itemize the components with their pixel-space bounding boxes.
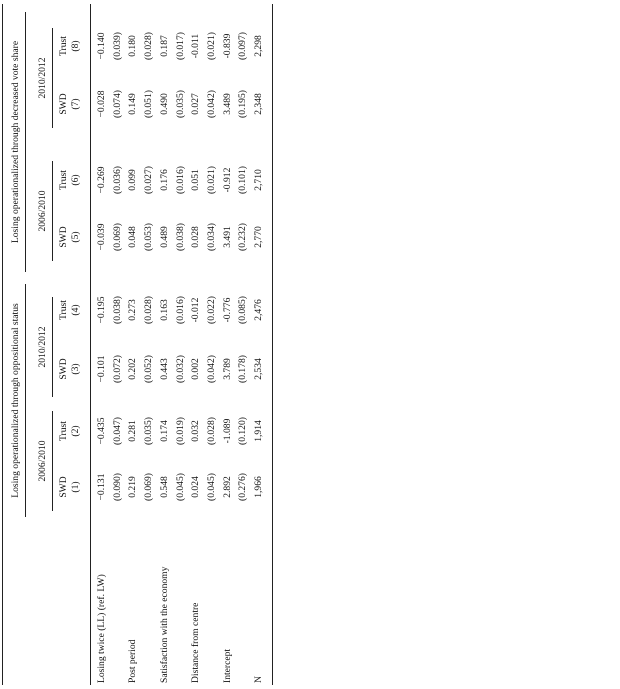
table-cell: 0.002 xyxy=(190,358,202,380)
top-rule xyxy=(2,4,3,685)
table-cell: (0.101) xyxy=(237,166,249,194)
header-bottom-rule xyxy=(90,4,91,685)
table-cell: (0.045) xyxy=(205,473,217,501)
period-label: 2010/2012 xyxy=(37,57,48,99)
table-cell: -0.912 xyxy=(221,167,233,193)
group1-title: Losing operationalized through oppositional status xyxy=(10,303,21,498)
table-cell: 1,914 xyxy=(253,420,264,442)
group1-underline xyxy=(25,284,26,517)
table-cell: −0.195 xyxy=(96,296,107,324)
table-cell: 0.032 xyxy=(190,420,202,442)
table-cell: (0.120) xyxy=(237,417,249,445)
table-cell: 2,476 xyxy=(253,299,264,321)
table-cell: (0.178) xyxy=(237,355,249,383)
table-cell: 0.028 xyxy=(190,226,202,248)
table-cell: 0.219 xyxy=(127,476,139,498)
table-cell: 0.187 xyxy=(158,35,170,57)
table-cell: 0.202 xyxy=(127,358,139,380)
group2-title: Losing operationalized through decreased vote share xyxy=(10,40,21,244)
table-cell: 2,534 xyxy=(253,358,264,380)
table-cell: -0.839 xyxy=(221,33,233,59)
table-cell: (0.019) xyxy=(174,417,186,445)
table-cell: (0.035) xyxy=(174,90,186,118)
table-cell: (0.052) xyxy=(143,355,155,383)
table-cell: 0.048 xyxy=(127,226,139,248)
table-cell: −0.101 xyxy=(96,355,107,383)
table-cell: 0.051 xyxy=(190,169,202,191)
table-cell: 0.443 xyxy=(158,358,170,380)
table-cell: −0.140 xyxy=(96,32,107,60)
column-header: Trust xyxy=(58,170,69,190)
column-number: (3) xyxy=(70,363,81,375)
table-cell: (0.042) xyxy=(205,90,217,118)
period-label: 2006/2010 xyxy=(37,190,48,232)
table-cell: (0.034) xyxy=(205,223,217,251)
column-header: SWD xyxy=(58,93,69,115)
table-cell: 0.281 xyxy=(127,420,139,442)
table-cell: 2.892 xyxy=(221,476,233,498)
table-cell: (0.090) xyxy=(111,473,123,501)
table-cell: −0.039 xyxy=(96,223,107,251)
table-cell: (0.047) xyxy=(111,417,123,445)
column-header: SWD xyxy=(58,226,69,248)
table-cell: 0.180 xyxy=(127,35,139,57)
table-cell: (0.042) xyxy=(205,355,217,383)
table-cell: (0.069) xyxy=(111,223,123,251)
table-cell: −0.435 xyxy=(96,417,107,445)
table-cell: (0.232) xyxy=(237,223,249,251)
table-cell: (0.027) xyxy=(143,166,155,194)
row-label: Satisfaction with the economy xyxy=(158,566,170,683)
table-cell: (0.035) xyxy=(143,417,155,445)
row-label: Distance from centre xyxy=(190,602,202,683)
table-cell: 0.099 xyxy=(127,169,139,191)
column-number: (1) xyxy=(70,481,81,493)
table-cell: (0.085) xyxy=(237,296,249,324)
table-cell: 0.027 xyxy=(190,93,202,115)
table-cell: 2,770 xyxy=(253,226,264,248)
column-number: (8) xyxy=(70,40,81,52)
table-cell: (0.039) xyxy=(111,32,123,60)
column-number: (7) xyxy=(70,98,81,110)
table-cell: -1.089 xyxy=(221,418,233,444)
table-cell: 2,710 xyxy=(253,169,264,191)
table-cell: (0.045) xyxy=(174,473,186,501)
table-cell: 2,298 xyxy=(253,35,264,57)
table-cell: -0.012 xyxy=(190,297,202,323)
regression-table-rotated xyxy=(0,0,280,689)
column-number: (6) xyxy=(70,174,81,186)
row-label: Losing twice (LL) (ref. LW) xyxy=(96,574,107,683)
table-cell: (0.097) xyxy=(237,32,249,60)
row-label: Intercept xyxy=(221,648,233,683)
column-header: Trust xyxy=(58,300,69,320)
table-cell: 3.489 xyxy=(221,93,233,115)
period-label: 2006/2010 xyxy=(37,440,48,482)
table-cell: (0.072) xyxy=(111,355,123,383)
table-cell: 0.174 xyxy=(158,420,170,442)
table-cell: 0.163 xyxy=(158,299,170,321)
column-header: SWD xyxy=(58,476,69,498)
bottom-rule xyxy=(272,4,273,685)
table-cell: −0.269 xyxy=(96,166,107,194)
table-cell: 0.273 xyxy=(127,299,139,321)
column-number: (5) xyxy=(70,231,81,243)
table-cell: (0.053) xyxy=(143,223,155,251)
table-cell: -0.776 xyxy=(221,297,233,323)
table-cell: (0.021) xyxy=(205,32,217,60)
table-cell: (0.038) xyxy=(174,223,186,251)
table-cell: 2,348 xyxy=(253,93,264,115)
period-label: 2010/2012 xyxy=(37,326,48,368)
table-cell: (0.017) xyxy=(174,32,186,60)
table-cell: (0.032) xyxy=(174,355,186,383)
table-cell: -0.011 xyxy=(190,33,202,59)
column-header: Trust xyxy=(58,421,69,441)
column-header: SWD xyxy=(58,358,69,380)
table-cell: 0.149 xyxy=(127,93,139,115)
table-cell: (0.021) xyxy=(205,166,217,194)
column-number: (2) xyxy=(70,425,81,437)
table-cell: (0.195) xyxy=(237,90,249,118)
table-cell: 1,966 xyxy=(253,476,264,498)
table-cell: 0.024 xyxy=(190,476,202,498)
table-cell: (0.038) xyxy=(111,296,123,324)
table-cell: (0.028) xyxy=(143,32,155,60)
group2-underline xyxy=(25,12,26,272)
period-underline-4 xyxy=(52,28,53,128)
table-cell: (0.074) xyxy=(111,90,123,118)
table-cell: 0.548 xyxy=(158,476,170,498)
table-cell: (0.016) xyxy=(174,166,186,194)
table-cell: −0.028 xyxy=(96,90,107,118)
row-label: Post period xyxy=(127,639,139,683)
column-header: Trust xyxy=(58,36,69,56)
table-cell: 0.490 xyxy=(158,93,170,115)
period-underline-3 xyxy=(52,161,53,261)
table-cell: (0.016) xyxy=(174,296,186,324)
table-cell: 3.789 xyxy=(221,358,233,380)
table-cell: (0.069) xyxy=(143,473,155,501)
table-cell: (0.051) xyxy=(143,90,155,118)
table-cell: (0.276) xyxy=(237,473,249,501)
column-number: (4) xyxy=(70,304,81,316)
period-underline-2 xyxy=(52,297,53,397)
table-cell: (0.036) xyxy=(111,166,123,194)
table-cell: 3.491 xyxy=(221,226,233,248)
period-underline-1 xyxy=(52,411,53,511)
table-cell: −0.131 xyxy=(96,473,107,501)
row-label: N xyxy=(253,676,264,683)
table-cell: (0.022) xyxy=(205,296,217,324)
table-cell: 0.489 xyxy=(158,226,170,248)
table-cell: (0.028) xyxy=(143,296,155,324)
table-cell: 0.176 xyxy=(158,169,170,191)
table-cell: (0.028) xyxy=(205,417,217,445)
